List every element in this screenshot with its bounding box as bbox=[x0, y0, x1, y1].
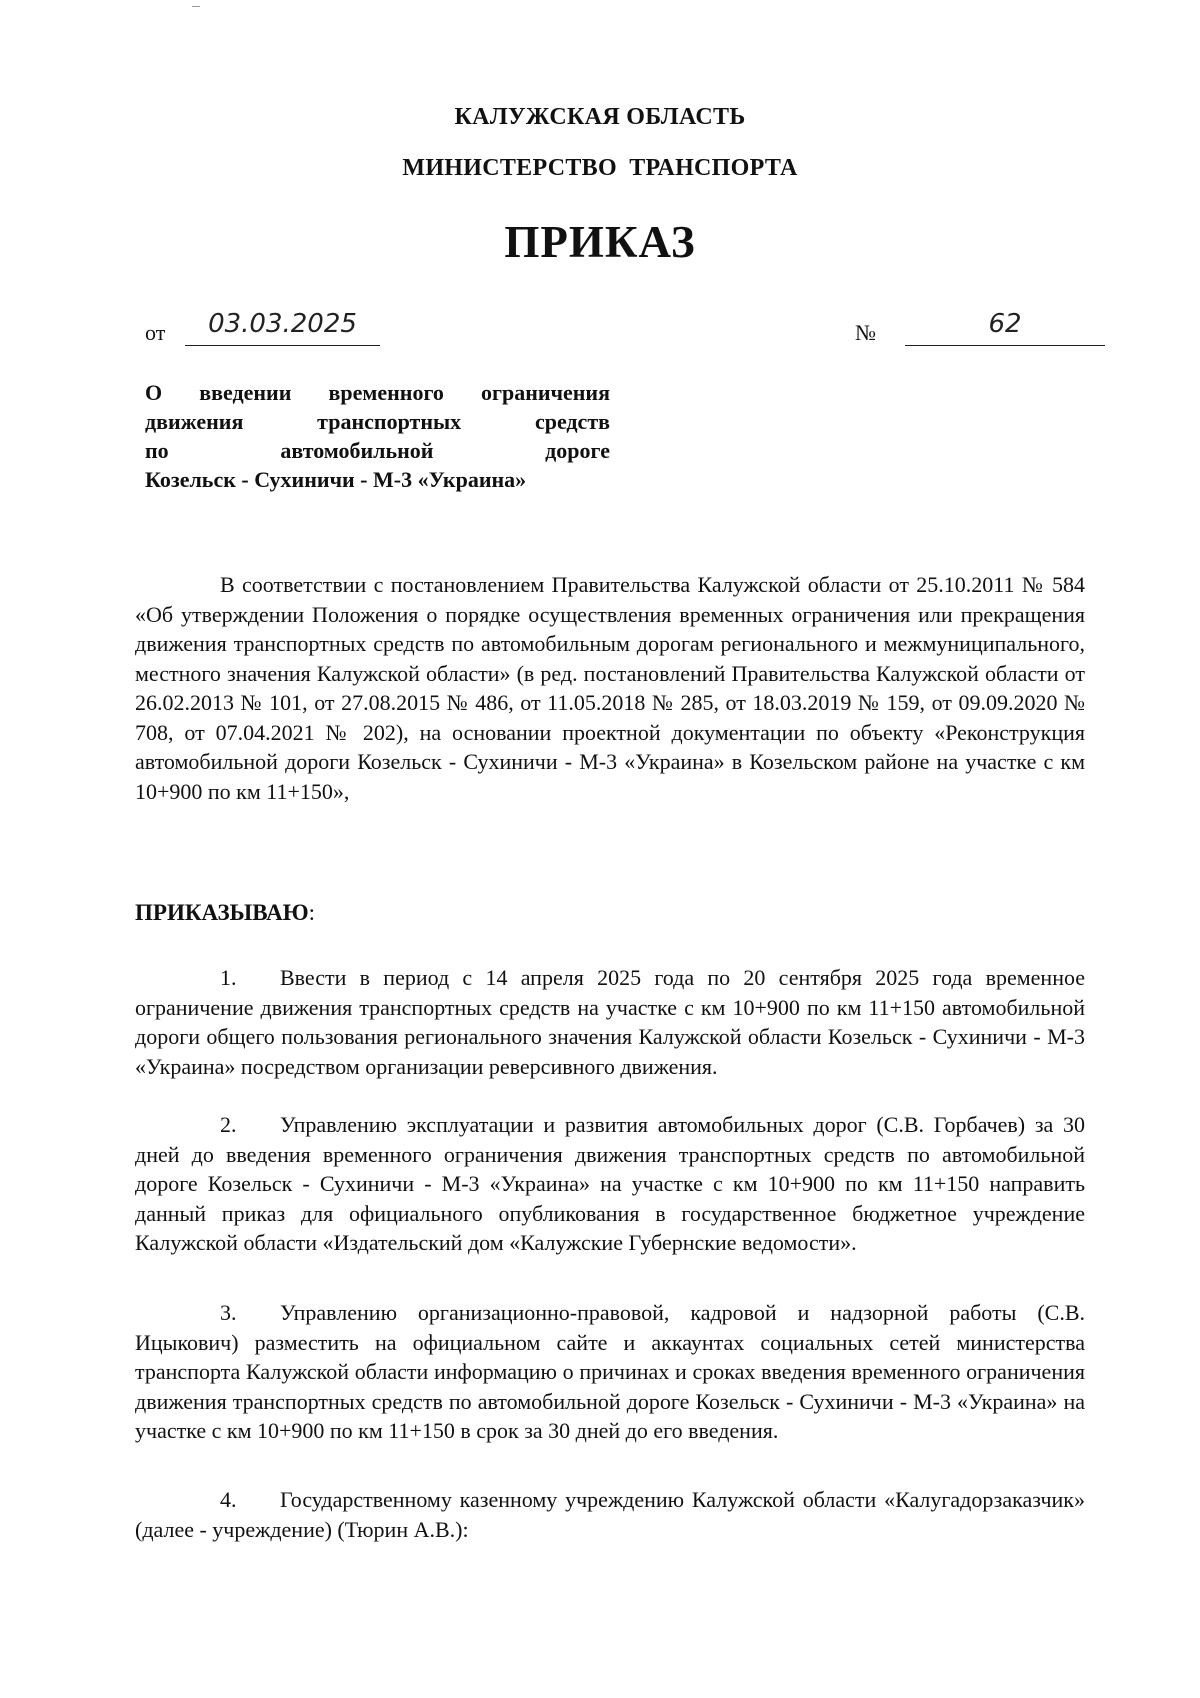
subject-line: движения транспортных средств bbox=[145, 409, 610, 434]
scan-mark bbox=[192, 6, 200, 7]
date-label: от bbox=[145, 320, 166, 345]
order-item-number: 3. bbox=[220, 1300, 237, 1325]
order-item bbox=[135, 963, 1085, 1081]
subject-line: по автомобильной дороге bbox=[145, 438, 610, 463]
order-item-text: Управлению организационно-правовой, кадровой и надзорной работы (С.В. Ицыкович) разместить на официальном сайте и аккаунтах социальных сетей министерства транспорта Калужской области информацию о причинах и сроках введения временного ограничения движения транспортных средств по автомобильной дороге Козельск - Сухиничи - М-3 «Украина» на участке с км 10+900 по км 11+150 в срок за 30 дней до его введения. bbox=[135, 1300, 1085, 1443]
subject-line: О введении временного ограничения bbox=[145, 380, 610, 405]
order-item bbox=[135, 1298, 1085, 1446]
order-item bbox=[135, 1110, 1085, 1258]
number-value-handwritten: 62 bbox=[905, 309, 1105, 346]
orders-heading-colon: : bbox=[308, 900, 316, 925]
ministry-heading: МИНИСТЕРСТВО ТРАНСПОРТА bbox=[402, 155, 798, 181]
order-item-number: 2. bbox=[220, 1112, 237, 1137]
subject-line: Козельск - Сухиничи - М-3 «Украина» bbox=[145, 467, 527, 492]
preamble-paragraph: В соответствии с постановлением Правительства Калужской области от 25.10.2011 № 584 «Об утверждении Положения о порядке осуществления временных ограничения или прекращения движения транспортных средств по автомобильным дорогам регионального и межмуниципального, местного значения Калужской области» (в ред. постановлений Правительства Калужской области от 26.02.2013 № 101, от 27.08.2015 № 486, от 11.05.2018 № 285, от 18.03.2019 № 159, от 09.09.2020 № 708, от 07.04.2021 № 202), на основании проектной документации по объекту «Реконструкция автомобильной дороги Козельск - Сухиничи - М-3 «Украина» в Козельском районе на участке с км 10+900 по км 11+150», bbox=[135, 572, 1085, 804]
order-item-text: Государственному казенному учреждению Калужской области «Калугадорзаказчик» (далее - учреждение) (Тюрин А.В.): bbox=[135, 1487, 1085, 1542]
order-item-text: Ввести в период с 14 апреля 2025 года по 20 сентября 2025 года временное ограничение движения транспортных средств на участке с км 10+900 по км 11+150 автомобильной дороги общего пользования регионального значения Калужской области Козельск - Сухиничи - М-3 «Украина» посредством организации реверсивного движения. bbox=[135, 965, 1085, 1079]
document-type-title: ПРИКАЗ bbox=[504, 217, 696, 267]
order-item-number: 1. bbox=[220, 965, 237, 990]
order-item-number: 4. bbox=[220, 1487, 237, 1512]
orders-heading bbox=[135, 900, 315, 926]
orders-heading-text: ПРИКАЗЫВАЮ bbox=[135, 900, 309, 925]
order-subject bbox=[145, 378, 610, 494]
order-item bbox=[135, 1485, 1085, 1544]
number-label: № bbox=[855, 320, 876, 345]
region-heading: КАЛУЖСКАЯ ОБЛАСТЬ bbox=[454, 104, 746, 130]
order-item-text: Управлению эксплуатации и развития автомобильных дорог (С.В. Горбачев) за 30 дней до введения временного ограничения движения транспортных средств по автомобильной дороге Козельск - Сухиничи - М-3 «Украина» на участке с км 10+900 по км 11+150 направить данный приказ для официального опубликования в государственное бюджетное учреждение Калужской области «Издательский дом «Калужские Губернские ведомости». bbox=[135, 1112, 1085, 1255]
date-value-handwritten: 03.03.2025 bbox=[185, 309, 380, 346]
